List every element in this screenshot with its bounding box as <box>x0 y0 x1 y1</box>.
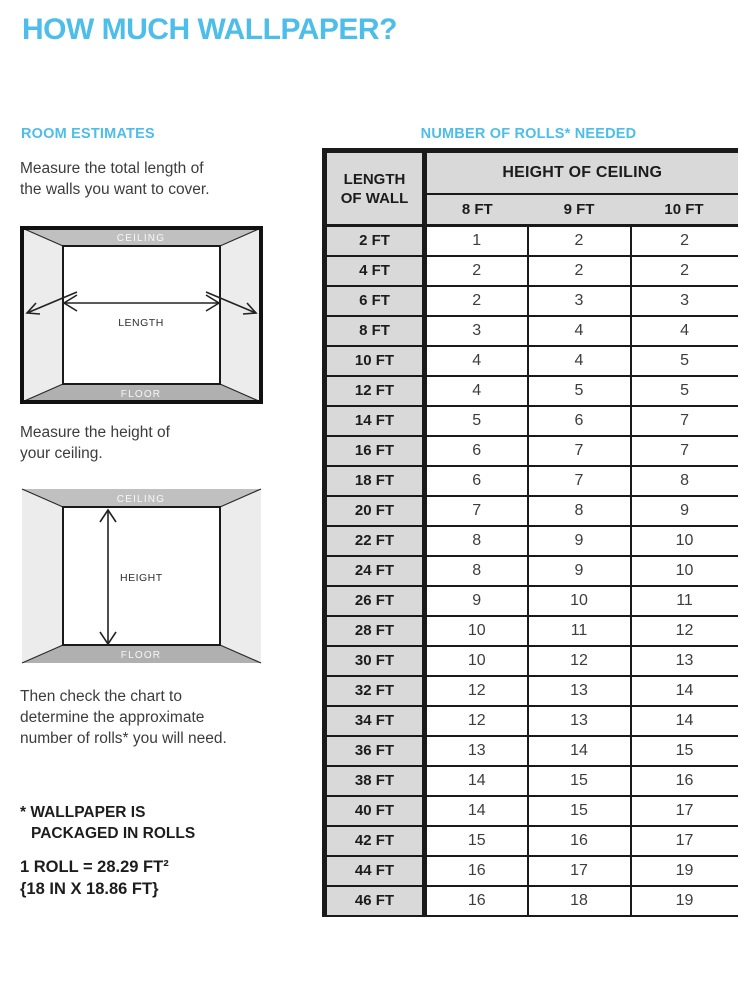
rolls-value-cell: 13 <box>425 736 528 766</box>
rolls-value-cell: 6 <box>425 466 528 496</box>
rolls-value-cell: 3 <box>425 316 528 346</box>
rolls-value-cell: 7 <box>528 436 631 466</box>
rolls-value-cell: 5 <box>631 376 738 406</box>
instruction-measure-height: Measure the height of your ceiling. <box>20 424 170 462</box>
rolls-value-cell: 16 <box>528 826 631 856</box>
col-header-8ft: 8 FT <box>425 194 528 226</box>
rolls-table-body <box>325 226 738 916</box>
rolls-value-cell: 7 <box>631 436 738 466</box>
header-row-group <box>325 151 738 194</box>
table-row <box>325 496 738 526</box>
wall-length-cell: 2 FT <box>325 226 425 256</box>
rolls-value-cell: 4 <box>425 346 528 376</box>
rolls-value-cell: 4 <box>425 376 528 406</box>
wall-length-cell: 16 FT <box>325 436 425 466</box>
rolls-value-cell: 10 <box>631 526 738 556</box>
rolls-value-cell: 17 <box>528 856 631 886</box>
rolls-value-cell: 4 <box>528 316 631 346</box>
table-row <box>325 466 738 496</box>
rolls-value-cell: 2 <box>425 256 528 286</box>
rolls-table <box>322 148 738 917</box>
right-wall-surface <box>220 489 261 663</box>
table-row <box>325 616 738 646</box>
table-row <box>325 676 738 706</box>
rolls-value-cell: 2 <box>631 256 738 286</box>
back-wall <box>63 246 220 384</box>
rolls-value-cell: 12 <box>631 616 738 646</box>
rolls-value-cell: 14 <box>425 766 528 796</box>
room-height-diagram <box>20 487 263 665</box>
table-row <box>325 316 738 346</box>
rolls-value-cell: 5 <box>631 346 738 376</box>
instruction-measure-length: Measure the total length of the walls you want to cover. <box>20 160 210 198</box>
rolls-value-cell: 12 <box>528 646 631 676</box>
height-of-ceiling-header: HEIGHT OF CEILING <box>425 151 738 194</box>
rolls-value-cell: 16 <box>425 886 528 916</box>
wall-length-cell: 34 FT <box>325 706 425 736</box>
left-wall-surface <box>22 228 63 402</box>
rolls-value-cell: 4 <box>631 316 738 346</box>
wall-length-cell: 36 FT <box>325 736 425 766</box>
rolls-value-cell: 14 <box>631 676 738 706</box>
ceiling-label: CEILING <box>116 233 166 244</box>
rolls-value-cell: 7 <box>631 406 738 436</box>
rolls-value-cell: 8 <box>631 466 738 496</box>
table-row <box>325 706 738 736</box>
rolls-value-cell: 12 <box>425 676 528 706</box>
corner-header-cell: LENGTH OF WALL <box>325 151 425 226</box>
rolls-value-cell: 13 <box>528 706 631 736</box>
table-row <box>325 646 738 676</box>
rolls-value-cell: 5 <box>528 376 631 406</box>
rolls-value-cell: 9 <box>528 556 631 586</box>
table-row <box>325 376 738 406</box>
table-row <box>325 826 738 856</box>
rolls-value-cell: 13 <box>528 676 631 706</box>
table-row <box>325 766 738 796</box>
wall-length-cell: 42 FT <box>325 826 425 856</box>
wall-length-cell: 4 FT <box>325 256 425 286</box>
wall-length-cell: 22 FT <box>325 526 425 556</box>
wall-length-cell: 38 FT <box>325 766 425 796</box>
rolls-value-cell: 7 <box>425 496 528 526</box>
wall-length-cell: 30 FT <box>325 646 425 676</box>
rolls-value-cell: 2 <box>528 256 631 286</box>
wall-length-cell: 28 FT <box>325 616 425 646</box>
table-row <box>325 736 738 766</box>
table-row <box>325 556 738 586</box>
wall-length-cell: 8 FT <box>325 316 425 346</box>
length-label: LENGTH <box>118 317 164 329</box>
rolls-value-cell: 14 <box>631 706 738 736</box>
table-row <box>325 796 738 826</box>
rolls-value-cell: 6 <box>425 436 528 466</box>
rolls-value-cell: 19 <box>631 856 738 886</box>
rolls-value-cell: 14 <box>528 736 631 766</box>
rolls-value-cell: 8 <box>528 496 631 526</box>
right-wall-surface <box>220 228 261 402</box>
rolls-needed-heading: NUMBER OF ROLLS* NEEDED <box>420 126 637 142</box>
rolls-value-cell: 9 <box>425 586 528 616</box>
rolls-value-cell: 11 <box>631 586 738 616</box>
rolls-value-cell: 17 <box>631 826 738 856</box>
wallpaper-packaging-note: * WALLPAPER IS PACKAGED IN ROLLS <box>20 804 196 842</box>
table-row <box>325 286 738 316</box>
rolls-value-cell: 18 <box>528 886 631 916</box>
rolls-value-cell: 3 <box>528 286 631 316</box>
col-header-9ft: 9 FT <box>528 194 631 226</box>
wall-length-cell: 10 FT <box>325 346 425 376</box>
wall-length-cell: 14 FT <box>325 406 425 436</box>
rolls-value-cell: 6 <box>528 406 631 436</box>
table-row <box>325 226 738 256</box>
rolls-value-cell: 9 <box>528 526 631 556</box>
rolls-value-cell: 19 <box>631 886 738 916</box>
table-row <box>325 256 738 286</box>
rolls-value-cell: 5 <box>425 406 528 436</box>
table-row <box>325 526 738 556</box>
rolls-value-cell: 15 <box>528 796 631 826</box>
roll-size-note: 1 ROLL = 28.29 FT² {18 IN X 18.86 FT} <box>20 858 169 898</box>
floor-label: FLOOR <box>120 389 162 400</box>
rolls-value-cell: 11 <box>528 616 631 646</box>
wall-length-cell: 26 FT <box>325 586 425 616</box>
instruction-check-chart: Then check the chart to determine the approximate number of rolls* you will need. <box>20 688 227 747</box>
wall-length-cell: 6 FT <box>325 286 425 316</box>
table-row <box>325 886 738 916</box>
wall-length-cell: 32 FT <box>325 676 425 706</box>
page-title: HOW MUCH WALLPAPER? <box>22 13 397 46</box>
table-row <box>325 406 738 436</box>
rolls-value-cell: 15 <box>631 736 738 766</box>
table-row <box>325 856 738 886</box>
wall-length-cell: 44 FT <box>325 856 425 886</box>
table-row <box>325 436 738 466</box>
col-header-10ft: 10 FT <box>631 194 738 226</box>
ceiling-label: CEILING <box>116 494 166 505</box>
rolls-value-cell: 15 <box>528 766 631 796</box>
wall-length-cell: 46 FT <box>325 886 425 916</box>
rolls-value-cell: 3 <box>631 286 738 316</box>
rolls-value-cell: 4 <box>528 346 631 376</box>
floor-label: FLOOR <box>120 650 162 661</box>
rolls-value-cell: 8 <box>425 526 528 556</box>
table-row <box>325 586 738 616</box>
rolls-value-cell: 9 <box>631 496 738 526</box>
rolls-value-cell: 10 <box>631 556 738 586</box>
rolls-value-cell: 8 <box>425 556 528 586</box>
table-row <box>325 346 738 376</box>
rolls-value-cell: 10 <box>425 646 528 676</box>
wall-length-cell: 24 FT <box>325 556 425 586</box>
rolls-value-cell: 2 <box>528 226 631 256</box>
rolls-value-cell: 15 <box>425 826 528 856</box>
room-length-diagram <box>20 226 263 404</box>
wall-length-cell: 12 FT <box>325 376 425 406</box>
rolls-value-cell: 14 <box>425 796 528 826</box>
wall-length-cell: 18 FT <box>325 466 425 496</box>
rolls-table-container <box>322 148 736 917</box>
wall-length-cell: 40 FT <box>325 796 425 826</box>
height-label: HEIGHT <box>120 572 163 584</box>
rolls-value-cell: 10 <box>528 586 631 616</box>
rolls-value-cell: 16 <box>631 766 738 796</box>
rolls-value-cell: 2 <box>631 226 738 256</box>
left-wall-surface <box>22 489 63 663</box>
rolls-value-cell: 17 <box>631 796 738 826</box>
rolls-value-cell: 13 <box>631 646 738 676</box>
rolls-value-cell: 7 <box>528 466 631 496</box>
rolls-value-cell: 16 <box>425 856 528 886</box>
rolls-value-cell: 10 <box>425 616 528 646</box>
room-estimates-heading: ROOM ESTIMATES <box>21 126 155 142</box>
rolls-value-cell: 1 <box>425 226 528 256</box>
wall-length-cell: 20 FT <box>325 496 425 526</box>
rolls-value-cell: 12 <box>425 706 528 736</box>
rolls-value-cell: 2 <box>425 286 528 316</box>
